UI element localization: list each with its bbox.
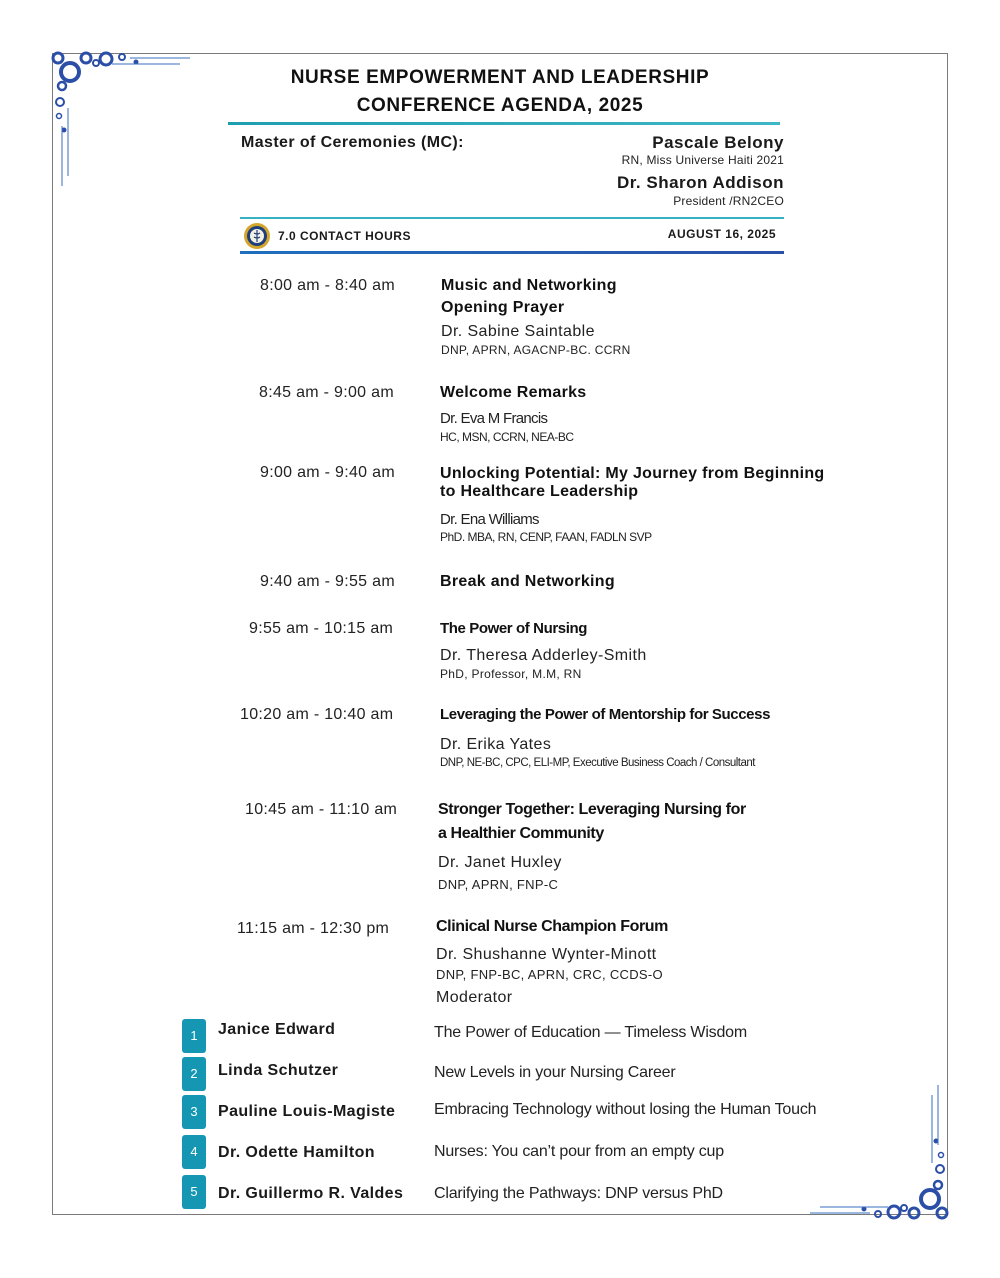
speaker-name: Dr. Ena Williams xyxy=(440,511,539,528)
session-title: Welcome Remarks xyxy=(440,384,587,401)
corner-ornament-top-left xyxy=(50,46,195,191)
speaker-credentials: HC, MSN, CCRN, NEA-BC xyxy=(440,430,574,444)
panelist-topic: Clarifying the Pathways: DNP versus PhD xyxy=(434,1185,723,1202)
speaker-name: Dr. Shushanne Wynter-Minott xyxy=(436,946,657,963)
accreditation-seal-icon xyxy=(243,222,271,250)
session-time: 8:00 am - 8:40 am xyxy=(260,277,395,294)
speaker-name: Dr. Janet Huxley xyxy=(438,854,562,871)
speaker-credentials: DNP, APRN, FNP-C xyxy=(438,877,559,892)
contact-hours: 7.0 CONTACT HOURS xyxy=(278,229,411,243)
mc-host-name-2: Dr. Sharon Addison xyxy=(616,173,784,192)
speaker-credentials: DNP, NE-BC, CPC, ELI-MP, Executive Business Coach / Consultant xyxy=(440,757,755,769)
panelist-number-badge: 5 xyxy=(182,1175,206,1209)
speaker-name: Dr. Theresa Adderley-Smith xyxy=(440,647,647,664)
speaker-role: Moderator xyxy=(436,989,513,1006)
session-time: 10:45 am - 11:10 am xyxy=(245,801,398,818)
session-time: 8:45 am - 9:00 am xyxy=(259,384,394,401)
mc-host-credential-2: President /RN2CEO xyxy=(673,194,784,208)
speaker-name: Dr. Erika Yates xyxy=(440,736,552,753)
session-time: 10:20 am - 10:40 am xyxy=(240,706,394,723)
session-title: Break and Networking xyxy=(440,573,615,590)
session-time: 9:55 am - 10:15 am xyxy=(249,620,394,637)
session-title: The Power of Nursing xyxy=(440,620,588,637)
session-title-2: to Healthcare Leadership xyxy=(440,483,639,500)
session-title: Stronger Together: Leveraging Nursing for xyxy=(438,801,746,818)
session-title: Clinical Nurse Champion Forum xyxy=(436,918,668,935)
panelist-name: Janice Edward xyxy=(218,1021,336,1038)
session-time: 9:40 am - 9:55 am xyxy=(260,573,395,590)
panelist-number-badge: 3 xyxy=(182,1095,206,1129)
title-line-1: NURSE EMPOWERMENT AND LEADERSHIP xyxy=(290,67,710,88)
panelist-topic: Nurses: You can’t pour from an empty cup xyxy=(434,1143,724,1160)
session-title: Leveraging the Power of Mentorship for Success xyxy=(440,706,771,723)
speaker-credentials: PhD. MBA, RN, CENP, FAAN, FADLN SVP xyxy=(440,530,652,544)
session-title-2: Opening Prayer xyxy=(441,299,565,316)
panelist-topic: Embracing Technology without losing the Human Touch xyxy=(434,1101,817,1118)
panelist-number-badge: 2 xyxy=(182,1057,206,1091)
mc-label: Master of Ceremonies (MC): xyxy=(241,134,464,151)
session-title: Music and Networking xyxy=(441,277,617,294)
corner-ornament-bottom-right xyxy=(805,1080,950,1225)
band-top-rule xyxy=(240,217,784,219)
mc-host-credential-1: RN, Miss Universe Haiti 2021 xyxy=(621,153,784,167)
speaker-name: Dr. Sabine Saintable xyxy=(441,323,595,340)
session-time: 11:15 am - 12:30 pm xyxy=(237,920,390,937)
session-time: 9:00 am - 9:40 am xyxy=(260,464,395,481)
panelist-topic: New Levels in your Nursing Career xyxy=(434,1064,676,1081)
title-line-2: CONFERENCE AGENDA, 2025 xyxy=(356,95,644,116)
speaker-credentials: DNP, APRN, AGACNP-BC. CCRN xyxy=(441,343,631,357)
panelist-name: Pauline Louis-Magiste xyxy=(218,1103,396,1120)
mc-host-name-1: Pascale Belony xyxy=(652,133,784,152)
speaker-credentials: PhD, Professor, M.M, RN xyxy=(440,667,582,681)
event-date: AUGUST 16, 2025 xyxy=(667,227,776,241)
page-title xyxy=(230,64,770,120)
speaker-name: Dr. Eva M Francis xyxy=(440,410,548,427)
panelist-name: Dr. Odette Hamilton xyxy=(218,1144,375,1161)
panelist-name: Linda Schutzer xyxy=(218,1062,339,1079)
session-title-2: a Healthier Community xyxy=(438,825,604,842)
speaker-credentials: DNP, FNP-BC, APRN, CRC, CCDS-O xyxy=(436,967,663,982)
panelist-topic: The Power of Education — Timeless Wisdom xyxy=(434,1024,748,1041)
session-title: Unlocking Potential: My Journey from Beginning xyxy=(440,465,825,482)
panelist-number-badge: 1 xyxy=(182,1019,206,1053)
band-bottom-rule xyxy=(240,251,784,254)
panelist-number-badge: 4 xyxy=(182,1135,206,1169)
title-underline xyxy=(228,122,780,125)
info-band xyxy=(240,217,784,254)
panelist-name: Dr. Guillermo R. Valdes xyxy=(218,1185,404,1202)
